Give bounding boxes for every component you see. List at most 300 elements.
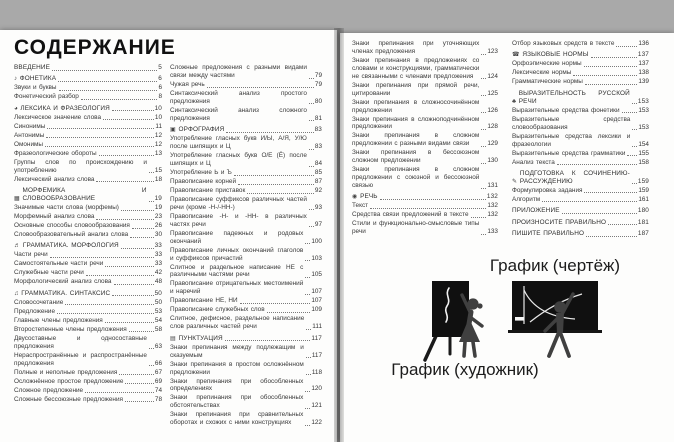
toc-entry-page-number: 53 [154,307,162,315]
toc-entry-page-number: 33 [154,260,162,268]
toc-entry-page-number: 123 [487,47,498,55]
dot-leader [105,322,154,323]
dot-leader [481,234,486,235]
toc-entry [14,308,162,316]
dot-leader [46,137,154,138]
toc-section-entry [14,187,162,203]
dot-leader [112,295,153,296]
toc-column-1 [14,64,162,405]
toc-entry-title: Значимые части слова (морфемы) [14,204,119,212]
toc-entry-title: Текст [352,202,369,210]
dot-leader [305,277,310,278]
dot-leader [240,303,311,304]
toc-entry-title: Звуки и буквы [14,84,57,92]
toc-entry-title: ГРАММАТИКА. МОРФОЛОГИЯ [22,242,119,250]
toc-entry-page-number: 33 [154,251,162,259]
toc-entry-title: Словосочетание [14,298,64,306]
dot-leader [58,81,157,82]
toc-entry-title: Антонимы [14,131,45,139]
dot-leader [584,66,638,67]
toc-entry-title: Правописание падежных и родовых окончаний [170,229,304,245]
toc-entry-title: Морфемный анализ слова [14,213,95,221]
dot-leader [309,103,314,104]
toc-entry-page-number: 83 [314,126,322,134]
figure-caption-drawing: График (чертёж) [489,256,621,275]
dot-leader [45,146,154,147]
toc-entry-page-number: 129 [487,140,498,148]
toc-entry-title: ЛЕКСИКА И ФРАЗЕОЛОГИЯ [20,104,110,112]
toc-entry [14,132,162,140]
toc-entry-page-number: 80 [314,97,322,105]
punctuation-icon: ▤ [170,334,176,342]
dot-leader [616,46,637,47]
toc-entry [170,344,322,360]
toc-section-entry [512,207,649,215]
toc-entry-page-number: 136 [638,40,649,47]
essay-prep-icon: ✎ [512,177,518,185]
toc-entry-page-number: 69 [154,377,162,385]
toc-entry [170,264,322,280]
toc-entry-page-number: 155 [638,149,649,157]
toc-entry [170,247,322,263]
toc-entry-title: Осложнённое простое предложение [14,377,124,385]
dot-leader [305,294,310,295]
toc-entry-page-number: 153 [638,106,649,114]
toc-entry-title: ГРАММАТИКА. СИНТАКСИС [21,289,111,297]
toc-entry-page-number: 33 [154,242,162,250]
toc-section-entry [512,90,649,106]
toc-entry-page-number: 121 [311,402,322,410]
dot-leader [125,383,154,384]
dot-leader [573,75,637,76]
toc-entry-title: Знаки препинания при обособленных обстоятельствах [170,394,304,410]
toc-entry-page-number: 120 [311,385,322,393]
toc-section-entry [170,335,322,343]
toc-entry-title: ФОНЕТИКА [19,75,57,83]
toc-entry-title: ОРФОГРАФИЯ [178,126,225,134]
toc-entry [512,107,649,115]
toc-entry [170,90,322,106]
dot-leader [481,54,486,55]
toc-entry-title: ВВЕДЕНИЕ [14,64,51,71]
toc-entry-page-number: 50 [154,289,162,297]
dot-leader [632,146,637,147]
toc-entry [170,64,322,80]
toc-entry [170,213,322,229]
toc-entry-title: Правописание служебных слов [170,306,265,314]
toc-entry [512,187,649,195]
dot-leader [471,217,487,218]
toc-entry-title: Сложные бессоюзные предложения [14,395,123,403]
toc-entry-title: Правописание корней [170,177,237,185]
dot-leader [370,208,486,209]
toc-entry [14,93,162,101]
toc-entry-title: Знаки препинания между подлежащим и сказуемым [170,343,304,359]
toc-entry [14,378,162,386]
dot-leader [380,199,486,200]
toc-entry-title: ПРОИЗНОСИТЕ ПРАВИЛЬНО [512,218,607,226]
toc-entry [170,107,322,123]
toc-entry [352,220,498,236]
toc-entry-title: Знаки препинания при сравнительных оборотах и схожих с ними конструкциях [170,411,304,427]
toc-entry-title: Выразительные средства лексики и фразеологии [512,132,631,148]
toc-entry-title: Употребление Ь и Ъ [170,168,232,176]
toc-entry-title: Фразеологические обороты [14,149,97,157]
toc-entry-title: Выразительные средства словообразования [512,115,631,131]
toc-entry [14,159,162,175]
toc-entry [512,159,649,167]
dot-leader [149,172,154,173]
toc-entry-page-number: 50 [154,298,162,306]
dot-leader [99,155,154,156]
figure-drawing [370,250,670,400]
toc-entry-page-number: 6 [158,75,162,83]
toc-section-entry [512,230,649,238]
orthography-icon: ▣ [170,126,176,134]
toc-entry-title: Лексическое значение слова [14,113,102,121]
dot-leader [105,266,154,267]
toc-section-entry [512,219,649,227]
toc-entry [352,211,498,219]
toc-entry-title: Знаки препинания в сложносочинённом предложении [352,98,480,114]
toc-entry [14,231,162,239]
toc-entry-page-number: 92 [314,186,322,194]
toc-entry-page-number: 132 [487,202,498,210]
dot-leader [481,129,486,130]
toc-entry-title: Правописание приставок [170,186,246,194]
toc-entry [14,123,162,131]
chalkboard-illustration [370,250,670,400]
toc-entry [352,40,498,56]
dot-leader [309,166,314,167]
dot-leader [481,188,486,189]
toc-section-entry [512,51,649,59]
toc-entry-page-number: 138 [638,69,649,77]
dot-leader [557,164,637,165]
dot-leader [57,313,154,314]
dot-leader [267,312,311,313]
toc-entry-title: Служебные части речи [14,269,84,277]
toc-entry-page-number: 6 [158,84,162,92]
toc-entry-page-number: 125 [487,89,498,97]
toc-entry-page-number: 122 [311,419,322,427]
dot-leader [309,226,314,227]
toc-entry [170,178,322,186]
toc-entry [14,269,162,277]
toc-entry [170,411,322,427]
toc-entry-page-number: 126 [487,106,498,114]
figure-caption-artist: График (художник) [391,360,539,379]
page-title: СОДЕРЖАНИЕ [14,36,176,59]
toc-entry-page-number: 111 [312,323,322,331]
toc-entry-title: Двусоставные и односоставные предложения [14,334,147,350]
toc-entry-title: Алгоритм [512,195,541,203]
toc-entry [14,141,162,149]
phonetics-icon: ♪ [14,75,18,83]
toc-entry-page-number: 131 [487,182,498,190]
toc-entry-title: Словообразовательный анализ слова [14,231,129,239]
toc-entry-title: Употребление гласных букв О/Е (Ё) после шипящих и Ц [170,152,307,167]
toc-entry-page-number: 54 [154,316,162,324]
toc-entry [512,150,649,158]
toc-entry [170,169,322,177]
dot-leader [309,120,314,121]
toc-entry-page-number: 124 [487,72,498,80]
dot-leader [305,408,310,409]
toc-entry [352,132,498,148]
toc-entry [14,260,162,268]
toc-entry-page-number: 81 [314,114,322,122]
toc-entry [512,60,649,68]
language-norms-icon: ☎ [512,51,520,59]
toc-entry [352,82,498,98]
dot-leader [305,260,310,261]
toc-entry-page-number: 79 [314,80,322,88]
toc-entry [170,135,322,151]
toc-entry [14,204,162,212]
toc-entry-page-number: 159 [637,177,649,185]
dot-leader [627,155,637,156]
toc-entry [14,396,162,404]
dot-leader [132,228,154,229]
toc-entry-page-number: 5 [158,64,162,71]
toc-entry-title: Лексический анализ слова [14,175,95,183]
dot-leader [632,183,637,184]
toc-entry-page-number: 132 [486,193,498,201]
dot-leader [81,99,158,100]
toc-entry [170,378,322,394]
toc-section-entry [14,64,162,72]
toc-entry-title: Знаки препинания при обособленных определениях [170,377,304,393]
toc-entry [14,84,162,92]
toc-entry [352,57,498,81]
toc-entry-page-number: 109 [311,306,322,314]
toc-entry-title: Знаки препинания при уточняющих членах предложения [352,40,480,55]
toc-entry-page-number: 13 [154,149,162,157]
dot-leader [632,103,637,104]
toc-entry-title: Правописание суффиксов различных частей речи (кроме -Н-/-НН-) [170,195,307,211]
toc-entry-page-number: 48 [154,278,162,286]
toc-entry [14,326,162,334]
toc-entry-page-number: 154 [638,140,649,148]
toc-entry-page-number: 159 [638,186,649,194]
toc-entry-page-number: 26 [154,222,162,230]
toc-entry-page-number: 74 [154,386,162,394]
toc-entry [14,251,162,259]
toc-entry [352,116,498,132]
dot-leader [622,112,638,113]
dot-leader [52,70,157,71]
dot-leader [59,90,158,91]
dot-leader [86,275,154,276]
toc-column-4 [512,40,649,239]
toc-section-entry [14,75,162,83]
dot-leader [306,329,311,330]
toc-entry-page-number: 23 [154,213,162,221]
toc-entry-title: Знаки препинания в сложноподчинённом предложении [352,115,480,131]
toc-entry-title: Нераспространённые и распространённые предложения [14,351,147,367]
toc-entry-page-number: 10 [154,104,162,112]
toc-entry [170,306,322,314]
toc-entry-title: Знаки препинания в сложном предложении с союзной и бессоюзной связью [352,166,480,190]
right-page [340,33,674,442]
toc-entry-page-number: 78 [154,395,162,403]
dot-leader [542,201,637,202]
artist-easel-group [425,281,483,360]
toc-entry [512,116,649,132]
dot-leader [309,149,314,150]
dot-leader [121,248,154,249]
dot-leader [234,175,314,176]
toc-entry-title: Второстепенные члены предложения [14,325,127,333]
toc-entry-title: Слитное и раздельное написание НЕ с различными частями речи [170,263,304,279]
dot-leader [207,87,314,88]
morphemics-icon: ▦ [14,195,20,203]
toc-entry [14,317,162,325]
dot-leader [305,243,310,244]
toc-entry-title: ПРИЛОЖЕНИЕ [512,207,560,215]
toc-entry-title: Выразительные средства грамматики [512,149,626,157]
toc-entry-title: Выразительные средства фонетики [512,106,620,114]
toc-entry-page-number: 79 [314,71,322,79]
toc-entry-page-number: 18 [154,175,162,183]
dot-leader [309,209,314,210]
toc-entry-page-number: 107 [311,288,322,296]
toc-entry-title: Орфоэпические нормы [512,60,582,68]
toc-entry-page-number: 11 [155,122,162,130]
syntax-icon: ♫ [14,289,19,297]
toc-entry-title: Омонимы [14,140,44,148]
toc-entry [14,369,162,377]
dot-leader [481,112,486,113]
toc-entry-page-number: 58 [154,325,162,333]
toc-entry-title: Правописание НЕ, НИ [170,297,238,305]
morphology-icon: ♬ [14,242,21,250]
dot-leader [238,184,314,185]
dot-leader [149,201,154,202]
toc-section-entry [170,126,322,134]
dot-leader [47,128,154,129]
toc-entry-title: Отбор языковых средств в тексте [512,40,615,47]
toc-section-entry [352,193,498,201]
dot-leader [586,236,637,237]
toc-entry-title: Группы слов по происхождению и употреблению [14,158,147,174]
toc-entry-title: Знаки препинания в бессоюзном сложном предложении [352,149,480,165]
toc-entry-title: Самостоятельные части речи [14,260,104,268]
dot-leader [96,219,153,220]
toc-section-entry [14,242,162,250]
dot-leader [481,78,486,79]
toc-entry [14,176,162,184]
toc-entry-page-number: 103 [311,254,322,262]
toc-entry-title: Употребление гласных букв И/Ы, А/Я, У/Ю после шипящих и Ц [170,135,307,151]
toc-entry [512,69,649,77]
toc-entry [14,150,162,158]
dot-leader [119,374,154,375]
dot-leader [225,340,311,341]
drafter-board-group [508,281,602,356]
dot-leader [149,348,154,349]
dot-leader [562,213,637,214]
toc-entry-page-number: 10 [154,113,162,121]
dot-leader [584,192,637,193]
toc-entry-title: Правописание -Н- и -НН- в различных частях речи [170,212,307,228]
dot-leader [65,304,154,305]
toc-entry [352,99,498,115]
toc-entry-page-number: 128 [487,123,498,131]
toc-entry-page-number: 83 [314,143,322,151]
toc-entry [14,222,162,230]
dot-leader [309,78,314,79]
page-gutter-shadow [334,28,344,442]
dot-leader [247,193,314,194]
toc-entry-page-number: 30 [154,231,162,239]
toc-entry-title: Знаки препинания в сложном предложении с разными видами связи [352,132,480,148]
dot-leader [305,425,310,426]
dot-leader [112,110,154,111]
toc-entry [352,166,498,190]
toc-entry-page-number: 19 [154,204,162,212]
toc-entry-page-number: 8 [158,93,162,101]
toc-entry-page-number: 117 [311,334,322,342]
toc-entry-title: Лексические нормы [512,69,572,77]
toc-section-entry [14,290,162,298]
toc-entry [170,81,322,89]
toc-entry-title: Морфологический анализ слова [14,278,112,286]
toc-entry-title: Правописание отрицательных местоимений и наречий [170,280,304,296]
toc-entry-page-number: 66 [154,359,162,367]
dot-leader [85,392,154,393]
dot-leader [608,224,637,225]
toc-entry-title: ВЫРАЗИТЕЛЬНОСТЬ РУССКОЙ РЕЧИ [518,89,630,105]
toc-entry-page-number: 97 [314,220,322,228]
toc-entry-page-number: 153 [638,123,649,131]
dot-leader [226,132,313,133]
toc-entry-title: Синонимы [14,122,46,130]
toc-entry-title: Главные члены предложения [14,316,103,324]
dot-leader [481,95,486,96]
toc-entry [14,213,162,221]
toc-entry-title: ПИШИТЕ ПРАВИЛЬНО [512,230,585,238]
toc-entry-title: Сложное предложение [14,386,84,394]
dot-leader [50,257,154,258]
dot-leader [129,331,154,332]
dot-leader [114,284,154,285]
toc-entry-page-number: 161 [638,195,649,203]
toc-entry-title: Сложные предложения с разными видами связи между частями [170,64,307,79]
dot-leader [121,210,154,211]
dot-leader [306,374,311,375]
toc-entry-title: Стили и функционально-смысловые типы речи [352,220,480,236]
toc-entry [14,335,162,351]
toc-entry-page-number: 100 [311,237,322,245]
toc-entry-page-number: 153 [637,97,649,105]
toc-entry-page-number: 137 [638,60,649,68]
toc-entry-title: Грамматические нормы [512,78,583,86]
toc-entry-page-number: 63 [154,342,162,350]
toc-entry-page-number: 12 [154,140,162,148]
dot-leader [305,391,310,392]
toc-entry [170,152,322,168]
toc-entry-title: Знаки препинания в простом осложнённом предложении [170,360,304,376]
toc-entry [170,315,322,331]
toc-entry [170,196,322,212]
toc-column-3 [352,40,498,237]
toc-entry [14,352,162,368]
lexicology-icon: ◕ [14,104,18,112]
toc-entry-page-number: 118 [311,368,322,376]
toc-entry-page-number: 187 [637,230,649,238]
